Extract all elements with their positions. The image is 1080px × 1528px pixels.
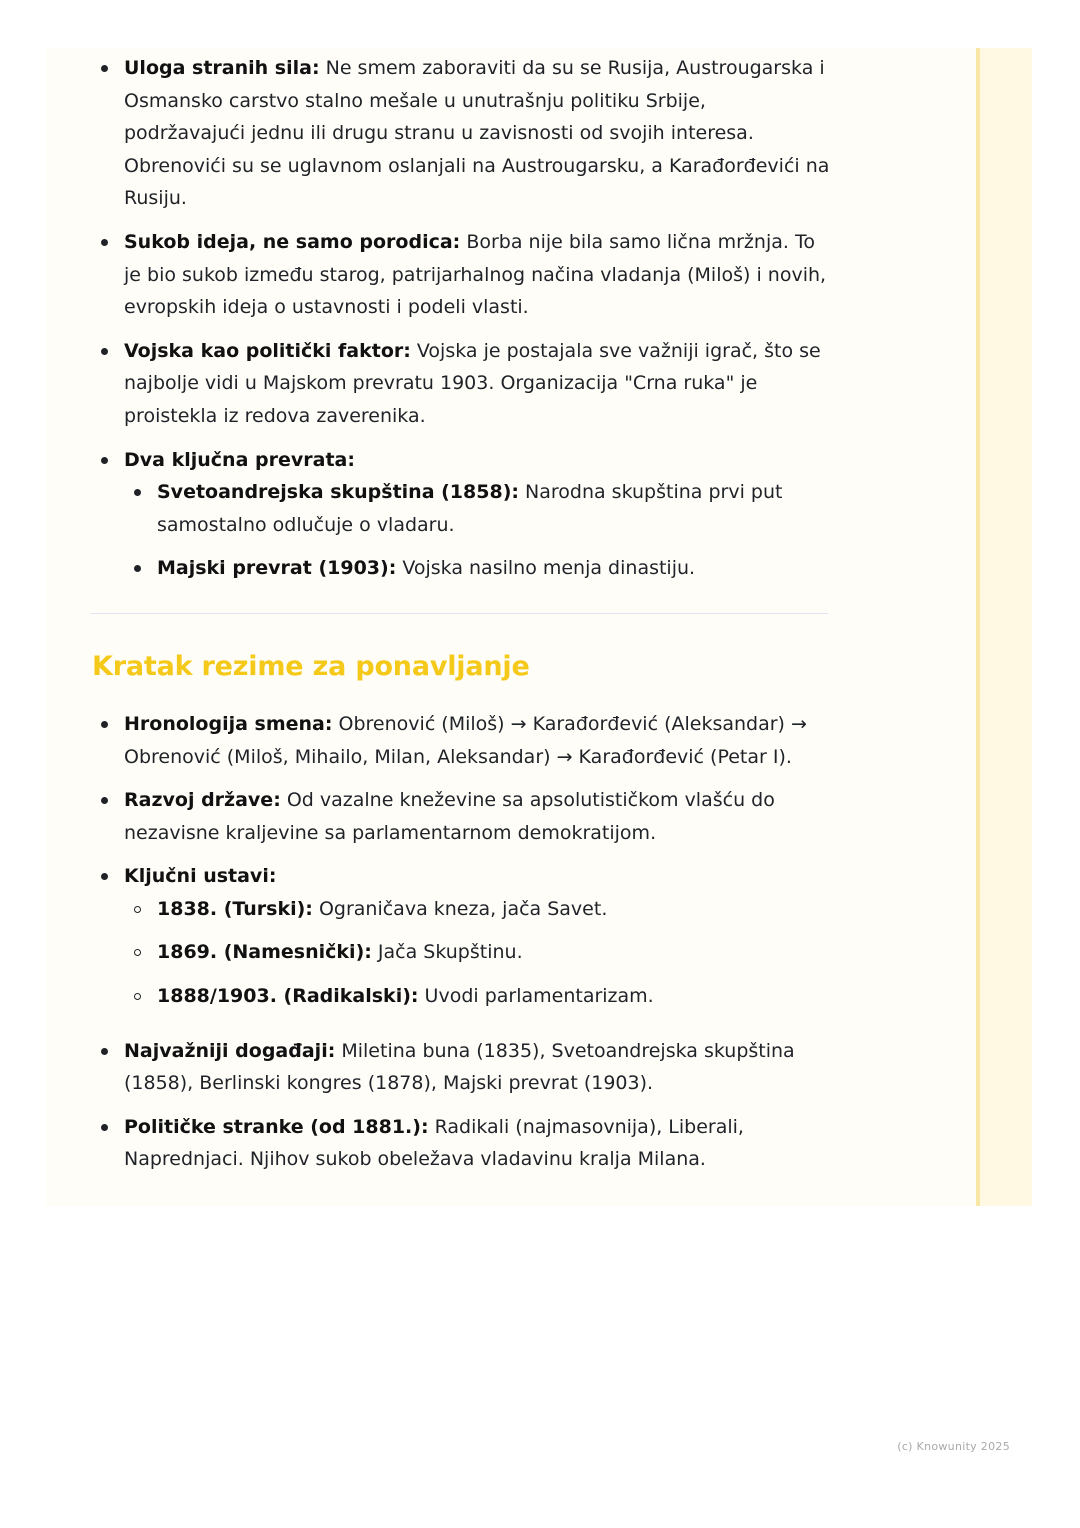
sub-item-text: Vojska nasilno menja dinastiju. (396, 557, 696, 580)
list-item-chronology (92, 708, 832, 773)
list-item-state-development (92, 784, 832, 849)
copyright-footer: (c) Knowunity 2025 (897, 1440, 1010, 1453)
item-text: Radikali (najmasovnija), Liberali, Naprednjaci. Njihov sukob obeležava vladavinu kralja Milana. (124, 1115, 744, 1171)
sub-item-label: 1869. (Namesnički): (157, 941, 372, 964)
list-item-army (92, 335, 832, 433)
item-text: Miletina buna (1835), Svetoandrejska skupština (1858), Berlinski kongres (1878), Majski prevrat (1903). (124, 1039, 795, 1095)
list-item-constitutions (92, 860, 832, 1012)
sub-item-text: Jača Skupštinu. (371, 941, 523, 964)
sub-item-text: Narodna skupština prvi put samostalno odlučuje o vladaru. (157, 481, 783, 536)
item-label: Uloga stranih sila: (124, 57, 320, 79)
item-text: Ne smem zaboraviti da su se Rusija, Austrougarska i Osmansko carstvo stalno mešale u unutrašnju politiku Srbije, podržavajući jednu ili drugu stranu u zavisnosti od svojih interesa. Obrenovići su se uglavnom oslanjali na Austrougarsku, a Karađorđevići na Rusiju. (124, 57, 830, 210)
list-item-foreign-powers (92, 52, 832, 215)
item-label: Dva ključna prevrata: (124, 448, 355, 471)
sublist-item (124, 980, 832, 1013)
item-label: Vojska kao politički faktor: (124, 339, 411, 362)
sub-item-text: Uvodi parlamentarizam. (418, 985, 654, 1008)
sublist-item (124, 936, 832, 969)
coups-sublist (124, 476, 832, 585)
item-label: Političke stranke (od 1881.): (124, 1115, 429, 1138)
sub-item-label: Majski prevrat (1903): (157, 557, 397, 580)
item-text: Borba nije bila samo lična mržnja. To je bio sukob između starog, patrijarhalnog načina vladanja (Miloš) i novih, evropskih ideja o ustavnosti i podeli vlasti. (124, 230, 827, 319)
sub-item-text: Ograničava kneza, jača Savet. (312, 897, 608, 920)
list-item-key-events (92, 1035, 832, 1100)
sub-item-label: 1888/1903. (Radikalski): (157, 985, 419, 1008)
key-points-list (92, 52, 832, 585)
item-label: Hronologija smena: (124, 712, 333, 735)
item-label: Ključni ustavi: (124, 865, 277, 888)
list-item-conflict-of-ideas (92, 226, 832, 324)
sublist-item (124, 552, 832, 585)
item-label: Najvažniji događaji: (124, 1039, 336, 1062)
sublist-item (124, 893, 832, 926)
item-label: Razvoj države: (124, 789, 281, 812)
sub-item-label: 1838. (Turski): (157, 897, 313, 920)
constitutions-sublist (124, 893, 832, 1013)
summary-list (92, 708, 832, 1176)
list-item-political-parties (92, 1111, 832, 1176)
sublist-item (124, 476, 832, 541)
item-text: Obrenović (Miloš) → Karađorđević (Aleksandar) → Obrenović (Miloš, Mihailo, Milan, Aleksandar) → Karađorđević (Petar I). (124, 712, 807, 768)
summary-heading: Kratak rezime za ponavljanje (92, 650, 530, 682)
item-text: Vojska je postajala sve važniji igrač, što se najbolje vidi u Majskom prevratu 1903. Organizacija "Crna ruka" je proistekla iz redova zaverenika. (124, 339, 821, 427)
sub-item-label: Svetoandrejska skupština (1858): (157, 481, 519, 504)
section-divider (91, 613, 828, 614)
item-text: Od vazalne kneževine sa apsolutističkom vlašću do nezavisne kraljevine sa parlamentarnom demokratijom. (124, 789, 775, 844)
list-item-two-coups (92, 444, 832, 585)
item-label: Sukob ideja, ne samo porodica: (124, 230, 461, 253)
side-strip (976, 48, 1032, 1206)
document-content (92, 52, 832, 1187)
